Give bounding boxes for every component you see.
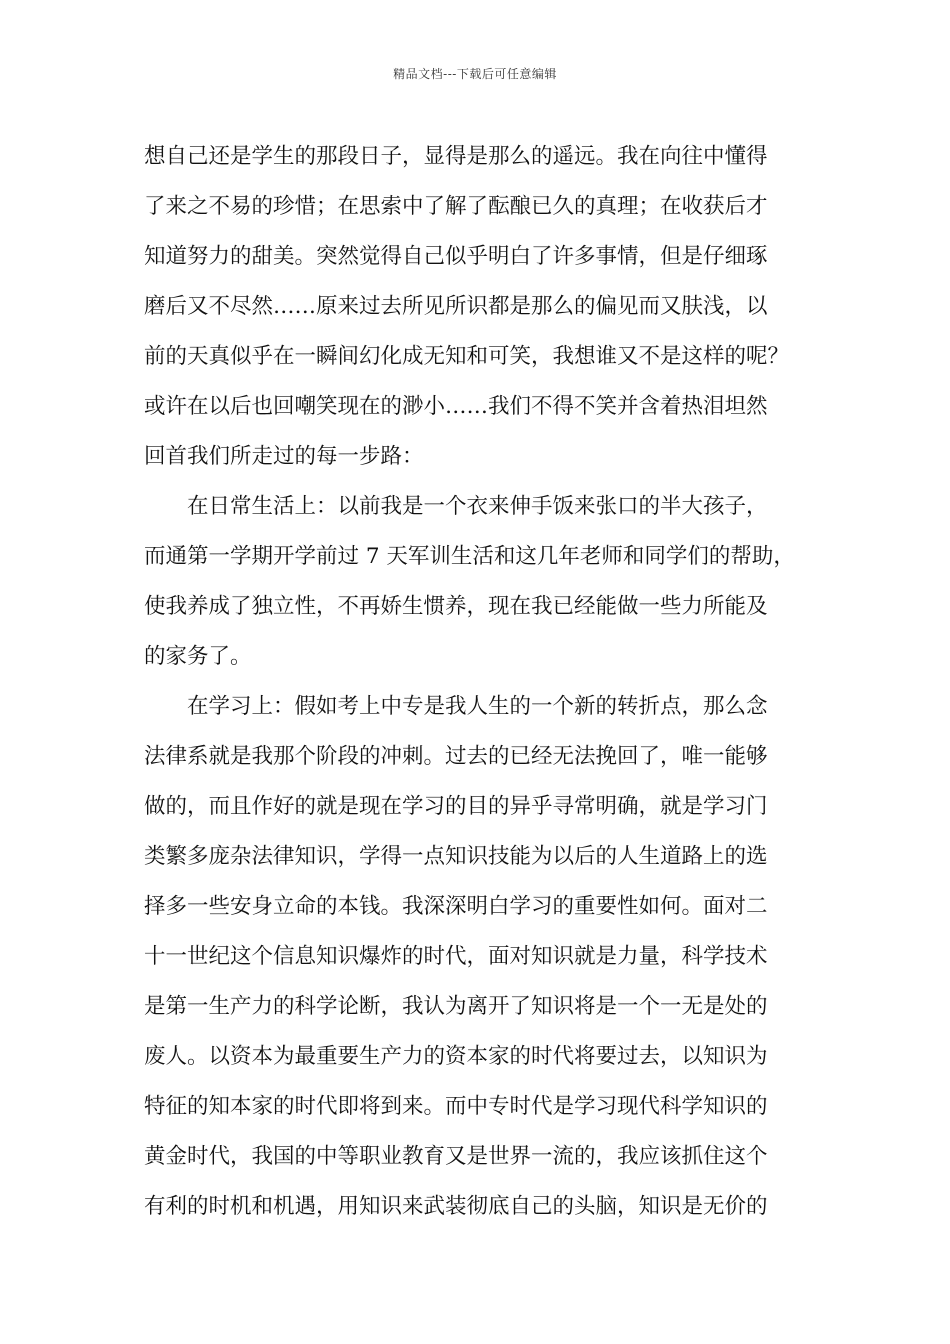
text-line: 做的，而且作好的就是现在学习的目的异乎寻常明确，就是学习门	[144, 794, 768, 819]
text-line: 是第一生产力的科学论断，我认为离开了知识将是一个一无是处的	[144, 994, 768, 1019]
page-header: 精品文档---下载后可任意编辑	[393, 67, 557, 81]
text-line: 前的天真似乎在一瞬间幻化成无知和可笑，我想谁又不是这样的呢？	[144, 344, 790, 369]
body-text	[144, 132, 830, 1232]
text-line: 或许在以后也回嘲笑现在的渺小……我们不得不笑并含着热泪坦然	[144, 394, 768, 419]
text-line: 而通第一学期开学前过 7 天军训生活和这几年老师和同学们的帮助，	[144, 544, 795, 569]
text-line: 了来之不易的珍惜；在思索中了解了酝酿已久的真理；在收获后才	[144, 194, 768, 219]
text-line: 择多一些安身立命的本钱。我深深明白学习的重要性如何。面对二	[144, 894, 768, 919]
text-line: 特征的知本家的时代即将到来。而中专时代是学习现代科学知识的	[144, 1094, 768, 1119]
text-line: 类繁多庞杂法律知识，学得一点知识技能为以后的人生道路上的选	[144, 844, 768, 869]
text-line: 有利的时机和机遇，用知识来武装彻底自己的头脑，知识是无价的	[144, 1194, 768, 1219]
text-line: 废人。以资本为最重要生产力的资本家的时代将要过去，以知识为	[144, 1044, 768, 1069]
text-line: 十一世纪这个信息知识爆炸的时代，面对知识就是力量，科学技术	[144, 944, 768, 969]
text-line: 的家务了。	[144, 644, 252, 669]
text-line: 法律系就是我那个阶段的冲刺。过去的已经无法挽回了，唯一能够	[144, 744, 768, 769]
text-line: 回首我们所走过的每一步路：	[144, 444, 424, 469]
text-line: 黄金时代，我国的中等职业教育又是世界一流的，我应该抓住这个	[144, 1144, 768, 1169]
text-line: 知道努力的甜美。突然觉得自己似乎明白了许多事情，但是仔细琢	[144, 244, 768, 269]
text-line: 想自己还是学生的那段日子，显得是那么的遥远。我在向往中懂得	[144, 144, 768, 169]
paragraph-first-line: 在学习上：假如考上中专是我人生的一个新的转折点，那么念	[187, 694, 768, 719]
text-line: 磨后又不尽然……原来过去所见所识都是那么的偏见而又肤浅，以	[144, 294, 768, 319]
paragraph-first-line: 在日常生活上：以前我是一个衣来伸手饭来张口的半大孩子，	[187, 494, 768, 519]
text-line: 使我养成了独立性，不再娇生惯养，现在我已经能做一些力所能及	[144, 594, 768, 619]
